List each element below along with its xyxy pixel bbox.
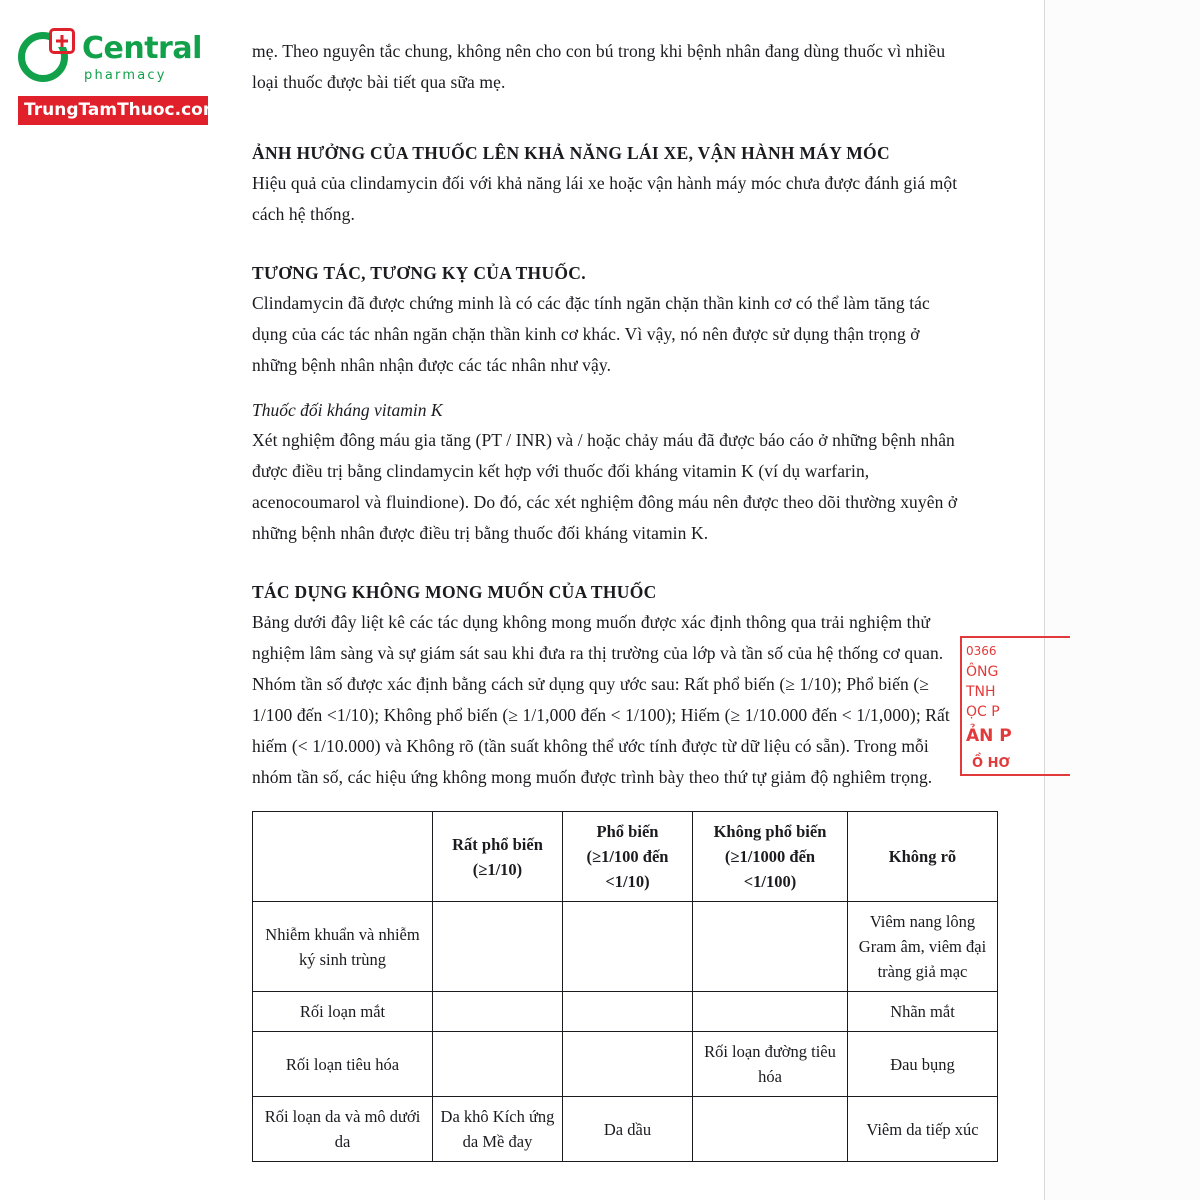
cell-unknown: Viêm da tiếp xúc	[848, 1097, 998, 1162]
stamp-line-4: ỌC P	[966, 704, 1000, 720]
header-line-1: Phổ biến	[596, 822, 659, 841]
cell-common: Da dầu	[563, 1097, 693, 1162]
cell-organ: Nhiễm khuẩn và nhiễm ký sinh trùng	[253, 902, 433, 992]
cell-very-common	[433, 1032, 563, 1097]
header-line-2: (≥1/1000 đến	[724, 847, 816, 866]
table-row	[253, 1032, 998, 1097]
cell-common	[563, 992, 693, 1032]
adverse-effects-table	[252, 811, 998, 1162]
header-line-3: <1/10)	[605, 872, 650, 891]
logo-text	[82, 31, 202, 83]
cell-common	[563, 1032, 693, 1097]
site-banner: TrungTamThuoc.com	[18, 96, 208, 125]
cell-unknown: Đau bụng	[848, 1032, 998, 1097]
cell-unknown: Nhãn mắt	[848, 992, 998, 1032]
table-header-unknown	[848, 812, 998, 902]
cell-very-common	[433, 902, 563, 992]
header-line-1: Không rõ	[888, 847, 957, 866]
central-pharmacy-logo-icon	[18, 30, 74, 86]
cell-organ: Rối loạn da và mô dưới da	[253, 1097, 433, 1162]
logo-wordmark: Central	[82, 31, 202, 66]
section-heading-driving: ẢNH HƯỞNG CỦA THUỐC LÊN KHẢ NĂNG LÁI XE, VẬN HÀNH MÁY MÓC	[252, 143, 890, 163]
paragraph-continuation: mẹ. Theo nguyên tắc chung, không nên cho con bú trong khi bệnh nhân đang dùng thuốc vì nhiều loại thuốc được bài tiết qua sữa mẹ.	[252, 41, 946, 92]
section-heading-interactions: TƯƠNG TÁC, TƯƠNG KỴ CỦA THUỐC.	[252, 263, 586, 283]
logo-subtitle: pharmacy	[84, 68, 167, 83]
stamp-line-6: Ồ HƠ	[972, 756, 1010, 771]
cell-organ: Rối loạn tiêu hóa	[253, 1032, 433, 1097]
stamp-line-3: TNH	[966, 684, 996, 700]
cell-uncommon	[693, 902, 848, 992]
header-line-2: (≥1/10)	[472, 859, 523, 879]
section-body-vitamin-k: Xét nghiệm đông máu gia tăng (PT / INR) và / hoặc chảy máu đã được báo cáo ở những bệnh nhân được điều trị bằng clindamycin kết hợp với thuốc đối kháng vitamin K (ví dụ warfarin, acenocoumarol và fluindione). Do đó, các xét nghiệm đông máu nên được theo dõi thường xuyên ở những bệnh nhân được điều trị bằng thuốc đối kháng vitamin K.	[252, 430, 958, 543]
subheading-vitamin-k: Thuốc đối kháng vitamin K	[252, 400, 443, 420]
table-header-common	[563, 812, 693, 902]
section-body-driving: Hiệu quả của clindamycin đối với khả năng lái xe hoặc vận hành máy móc chưa được đánh giá một cách hệ thống.	[252, 173, 958, 224]
watermark-logo	[18, 30, 223, 125]
stamp-line-5: ẢN P	[966, 726, 1012, 746]
table-header-uncommon	[693, 812, 848, 902]
cell-uncommon: Rối loạn đường tiêu hóa	[693, 1032, 848, 1097]
header-line-3: <1/100)	[743, 872, 797, 891]
header-line-1: Không phổ biến	[713, 822, 827, 841]
cell-very-common	[433, 992, 563, 1032]
cell-common	[563, 902, 693, 992]
section-heading-adverse-effects: TÁC DỤNG KHÔNG MONG MUỐN CỦA THUỐC	[252, 582, 657, 602]
page-margin-shade	[1045, 0, 1200, 1200]
cell-uncommon	[693, 1097, 848, 1162]
cell-organ: Rối loạn mắt	[253, 992, 433, 1032]
cell-uncommon	[693, 992, 848, 1032]
cell-very-common: Da khô Kích ứng da Mề đay	[433, 1097, 563, 1162]
section-body-interactions: Clindamycin đã được chứng minh là có các đặc tính ngăn chặn thần kinh cơ có thể làm tăng tác dụng của các tác nhân ngăn chặn thần kinh cơ khác. Vì vậy, nó nên được sử dụng thận trọng ở những bệnh nhân nhận được các tác nhân như vậy.	[252, 293, 930, 375]
table-row	[253, 1097, 998, 1162]
section-body-adverse-effects: Bảng dưới đây liệt kê các tác dụng không mong muốn được xác định thông qua trải nghiệm thử nghiệm lâm sàng và sự giám sát sau khi đưa ra thị trường của lớp và tần số của hệ thống cơ quan. Nhóm tần số được xác định bằng cách sử dụng quy ước sau: Rất phổ biến (≥ 1/10); Phổ biến (≥ 1/100 đến <1/10); Không phổ biến (≥ 1/1,000 đến < 1/100); Hiếm (≥ 1/10.000 đến < 1/1,000); Rất hiếm (< 1/10.000) và Không rõ (tần suất không thể ước tính được từ dữ liệu có sẵn). Trong mỗi nhóm tần số, các hiệu ứng không mong muốn được trình bày theo thứ tự giảm độ nghiêm trọng.	[252, 612, 950, 787]
stamp-line-2: ÔNG	[966, 664, 999, 680]
header-line-1: Rất phổ biến	[452, 834, 543, 854]
table-header-very-common	[433, 812, 563, 902]
table-row	[253, 992, 998, 1032]
table-header-organ	[253, 812, 433, 902]
cell-unknown: Viêm nang lông Gram âm, viêm đại tràng giả mạc	[848, 902, 998, 992]
page-edge-line	[1044, 0, 1045, 1200]
table-row	[253, 902, 998, 992]
header-line-2: (≥1/100 đến	[586, 847, 669, 866]
logo-row	[18, 30, 223, 86]
medical-cross-icon	[49, 28, 75, 54]
table-header-row	[253, 812, 998, 902]
stamp-line-1: 0366	[966, 644, 997, 658]
